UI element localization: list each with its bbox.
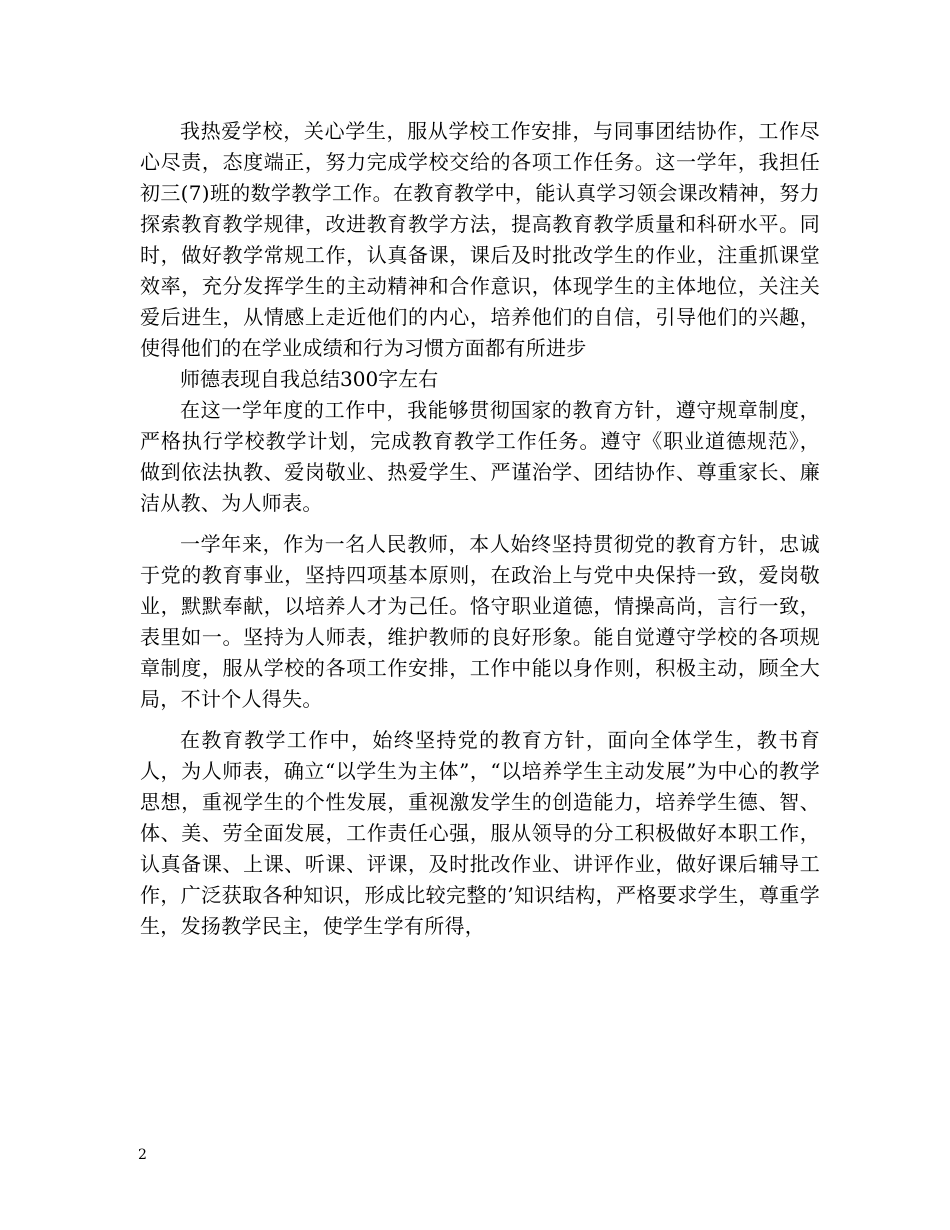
paragraph-gap bbox=[140, 519, 820, 529]
document-body bbox=[140, 116, 820, 942]
paragraph-gap bbox=[140, 715, 820, 725]
paragraph-annual-work: 在这一学年度的工作中，我能够贯彻国家的教育方针，遵守规章制度，严格执行学校教学计划，完成教育教学工作任务。遵守《职业道德规范》，做到依法执教、爱岗敬业、热爱学生、严谨治学、团结协作、尊重家长、廉洁从教、为人师表。 bbox=[140, 398, 820, 515]
page-number: 2 bbox=[138, 1147, 147, 1163]
paragraph-teacher-conduct: 一学年来，作为一名人民教师，本人始终坚持贯彻党的教育方针，忠诚于党的教育事业，坚持四项基本原则，在政治上与党中央保持一致，爱岗敬业，默默奉献，以培养人才为己任。恪守职业道德，情操高尚，言行一致，表里如一。坚持为人师表，维护教师的良好形象。能自觉遵守学校的各项规章制度，服从学校的各项工作安排，工作中能以身作则，积极主动，顾全大局，不计个人得失。 bbox=[140, 532, 820, 711]
section-heading: 师德表现自我总结300字左右 bbox=[180, 367, 439, 391]
paragraph-teaching-work: 我热爱学校，关心学生，服从学校工作安排，与同事团结协作，工作尽心尽责，态度端正，努力完成学校交给的各项工作任务。这一学年，我担任初三(7)班的数学教学工作。在教育教学中，能认真学习领会课改精神，努力探索教育教学规律，改进教育教学方法，提高教育教学质量和科研水平。同时，做好教学常规工作，认真备课，课后及时批改学生的作业，注重抓课堂效率，充分发挥学生的主动精神和合作意识，体现学生的主体地位，关注关爱后进生，从情感上走近他们的内心，培养他们的自信，引导他们的兴趣，使得他们的在学业成绩和行为习惯方面都有所进步 bbox=[140, 119, 820, 360]
paragraph-education-work: 在教育教学工作中，始终坚持党的教育方针，面向全体学生，教书育人，为人师表，确立“以学生为主体”，“以培养学生主动发展”为中心的教学思想，重视学生的个性发展，重视激发学生的创造能力，培养学生德、智、体、美、劳全面发展，工作责任心强，服从领导的分工积极做好本职工作，认真备课、上课、听课、评课，及时批改作业、讲评作业，做好课后辅导工作，广泛获取各种知识，形成比较完整的’知识结构，严格要求学生，尊重学生，发扬教学民主，使学生学有所得， bbox=[140, 728, 820, 938]
